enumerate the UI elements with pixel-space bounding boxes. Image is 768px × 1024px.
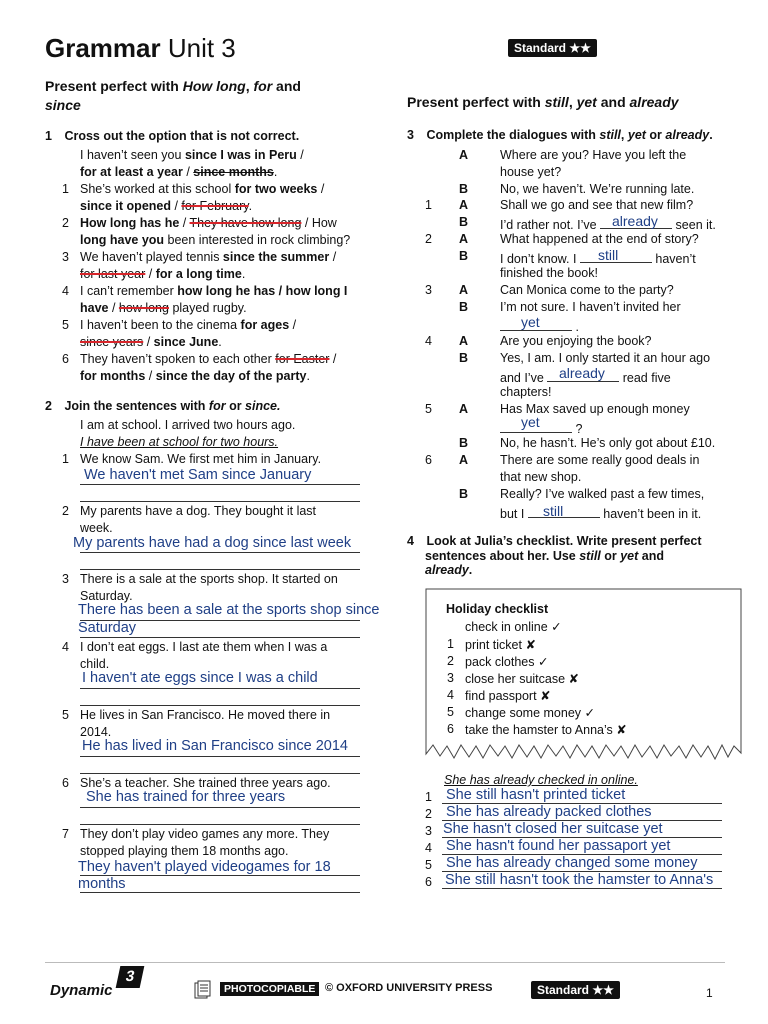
item-number: 5 <box>425 858 432 872</box>
dynamic-level-badge: 3 <box>116 966 145 988</box>
instruction-italic: still <box>579 548 601 563</box>
question-text: He lives in San Francisco. He moved there in <box>80 708 331 722</box>
footer-divider <box>45 962 725 963</box>
item-number: 1 <box>62 182 69 196</box>
instruction-text: Look at Julia’s checklist. Write present perfect <box>426 534 702 548</box>
exercise-4-example-answer: She has already checked in online. <box>444 773 638 787</box>
handwritten-answer[interactable]: I haven't ate eggs since I was a child <box>82 670 318 686</box>
dynamic-logo <box>50 966 150 1000</box>
speaker-a-label: A <box>459 148 469 162</box>
checklist-number: 5 <box>447 705 454 719</box>
item-number: 5 <box>425 402 432 416</box>
exercise-1-instruction <box>45 129 299 143</box>
crossed-option[interactable]: since years <box>80 335 144 349</box>
handwritten-answer[interactable]: months <box>78 876 126 892</box>
handwritten-answer[interactable]: She has already packed clothes <box>446 804 652 820</box>
item-number: 4 <box>425 841 432 855</box>
right-section-heading <box>407 94 679 110</box>
text: and I’ve <box>500 371 548 385</box>
item-number: 3 <box>425 283 432 297</box>
dialogue-line <box>500 215 716 232</box>
text: She’s worked at this school <box>80 182 235 196</box>
instruction-italic: yet <box>627 128 646 142</box>
dialogue-line: No, we haven’t. We’re running late. <box>500 182 695 196</box>
dialogue-line: Where are you? Have you left the <box>500 148 687 162</box>
text: read five <box>619 371 671 385</box>
handwritten-answer[interactable]: We haven't met Sam since January <box>84 467 312 483</box>
item-number: 2 <box>62 504 69 518</box>
text: been interested in rock climbing? <box>164 233 351 247</box>
instruction-italic: since. <box>245 399 281 413</box>
checklist-number: 6 <box>447 722 454 736</box>
checklist-number: 1 <box>447 637 454 651</box>
answer-line <box>80 705 360 706</box>
checklist-text: change some money <box>465 706 582 720</box>
exercise-number: 2 <box>45 399 52 413</box>
answer-line <box>80 637 360 638</box>
option: How long has he <box>80 216 180 230</box>
publisher-credit: © OXFORD UNIVERSITY PRESS <box>325 982 493 994</box>
answer-line <box>80 824 360 825</box>
item-number: 4 <box>425 334 432 348</box>
text: haven’t been in it. <box>599 507 702 521</box>
exercise-4-instruction <box>407 534 702 578</box>
cross-icon: ✘ <box>525 638 536 652</box>
speaker-b-label: B <box>459 249 469 263</box>
checklist-text: print ticket <box>465 638 522 652</box>
checklist-item <box>465 637 536 652</box>
speaker-b-label: B <box>459 436 469 450</box>
speaker-b-label: B <box>459 487 469 501</box>
answer-line <box>80 756 360 757</box>
item-number: 5 <box>62 318 69 332</box>
answer-line <box>80 875 360 876</box>
option: for two weeks <box>234 182 318 196</box>
instruction-text: Complete the dialogues with <box>426 128 600 142</box>
handwritten-answer[interactable]: She hasn't closed her suitcase yet <box>443 821 663 837</box>
text: I haven’t been to the cinema <box>80 318 241 332</box>
text: I’d rather not. I’ve <box>500 218 601 232</box>
handwritten-answer[interactable]: He has lived in San Francisco since 2014 <box>82 738 348 754</box>
dialogue-line: Shall we go and see that new film? <box>500 198 694 212</box>
handwritten-answer[interactable]: already <box>612 213 658 229</box>
heading-italic: still <box>544 94 569 110</box>
item-number: 3 <box>62 572 69 586</box>
checklist-example: check in online ✓ <box>465 620 562 634</box>
instruction-text: . <box>709 128 713 142</box>
instruction-italic: already <box>665 128 710 142</box>
cross-icon: ✘ <box>616 723 627 737</box>
text: / <box>317 182 325 196</box>
answer-line <box>80 501 360 502</box>
text: played rugby. <box>168 301 247 315</box>
exercise-3-instruction <box>407 128 713 142</box>
checklist-text: take the hamster to Anna’s <box>465 723 613 737</box>
left-section-heading <box>45 77 301 115</box>
text: haven’t <box>651 252 696 266</box>
exercise-number: 3 <box>407 128 414 142</box>
answer-line <box>80 807 360 808</box>
instruction-italic: already <box>425 563 469 577</box>
exercise-1-example <box>80 147 304 181</box>
question-text: stopped playing them 18 months ago. <box>80 844 289 858</box>
heading-italic: already <box>629 94 679 110</box>
text: / <box>179 216 190 230</box>
text: / <box>329 352 337 366</box>
dialogue-line: No, he hasn’t. He’s only got about £10. <box>500 436 716 450</box>
heading-text: and <box>272 78 301 94</box>
heading-italic: yet <box>576 94 597 110</box>
text: / How <box>301 216 337 230</box>
option: how long he has / how long I <box>177 284 348 298</box>
instruction-text: or <box>225 399 246 413</box>
item-number: 2 <box>62 216 69 230</box>
text: / <box>143 335 154 349</box>
text: / <box>171 199 182 213</box>
speaker-a-label: A <box>459 402 469 416</box>
instruction-text: , <box>620 128 628 142</box>
instruction-italic: for <box>208 399 226 413</box>
answer-line <box>80 620 360 621</box>
question-text: child. <box>80 657 110 671</box>
dialogue-line: Really? I’ve walked past a few times, <box>500 487 705 501</box>
text: / <box>329 250 337 264</box>
checklist-text: close her suitcase <box>465 672 566 686</box>
exercise-1-item <box>80 351 336 385</box>
question-text: Saturday. <box>80 589 133 603</box>
item-number: 1 <box>62 452 69 466</box>
item-number: 4 <box>62 284 69 298</box>
crossed-option[interactable]: for February <box>181 199 249 213</box>
checklist-item <box>465 705 595 720</box>
speaker-b-label: B <box>459 351 469 365</box>
dialogue-line: finished the book! <box>500 266 598 280</box>
instruction-text: or <box>645 128 666 142</box>
checklist-title: Holiday checklist <box>446 602 549 616</box>
text: seen it. <box>672 218 716 232</box>
text: . <box>306 369 310 383</box>
dialogue-line <box>500 419 582 436</box>
dialogue-line: What happened at the end of story? <box>500 232 699 246</box>
handwritten-answer[interactable]: She still hasn't took the hamster to Anna's <box>445 872 714 888</box>
text: . <box>273 165 278 179</box>
question-text: I don’t eat eggs. I last ate them when I was a <box>80 640 328 654</box>
footer-level-badge: Standard ★★ <box>531 981 620 999</box>
question-text: We know Sam. We first met him in January. <box>80 452 322 466</box>
exercise-1-item <box>80 317 296 351</box>
instruction-text: and <box>638 548 665 563</box>
text: We haven’t played tennis <box>80 250 223 264</box>
answer-line <box>80 569 360 570</box>
crossed-option[interactable]: how long <box>118 301 169 315</box>
text: / <box>145 267 156 281</box>
instruction-text: or <box>600 548 621 563</box>
page-title-bold: Grammar <box>45 33 161 63</box>
instruction-text: . <box>468 563 473 577</box>
dialogue-line: Can Monica come to the party? <box>500 283 674 297</box>
question-text: 2014. <box>80 725 112 739</box>
checklist-text: pack clothes <box>465 655 535 669</box>
exercise-1-item <box>80 215 350 249</box>
item-number: 3 <box>62 250 69 264</box>
handwritten-answer[interactable]: yet <box>521 414 540 430</box>
heading-italic: for <box>253 78 273 94</box>
answer-line <box>80 688 360 689</box>
dynamic-logo-text: Dynamic <box>50 982 113 999</box>
checklist-number: 2 <box>447 654 454 668</box>
checklist-item <box>465 654 548 669</box>
instruction-italic: still <box>599 128 621 142</box>
item-number: 1 <box>425 790 432 804</box>
exercise-2-example-answer: I have been at school for two hours. <box>80 435 279 449</box>
text: / <box>289 318 297 332</box>
dialogue-line: Are you enjoying the book? <box>500 334 652 348</box>
text: I don’t know. I <box>500 252 580 266</box>
handwritten-answer[interactable]: already <box>559 365 605 381</box>
heading-italic: How long <box>182 78 246 94</box>
text: / <box>145 369 156 383</box>
option: for months <box>80 369 146 383</box>
item-number: 1 <box>425 198 432 212</box>
option: since the day of the party <box>155 369 307 383</box>
crossed-option[interactable]: for Easter <box>275 352 330 366</box>
instruction-text: Join the sentences with <box>64 399 209 413</box>
checklist-item <box>465 688 551 703</box>
item-number: 2 <box>425 232 432 246</box>
checklist-text: find passport <box>465 689 537 703</box>
cross-icon: ✘ <box>540 689 551 703</box>
page-title <box>45 33 236 64</box>
question-text: My parents have a dog. They bought it last <box>80 504 317 518</box>
text: . <box>241 267 246 281</box>
question-text: week. <box>80 521 113 535</box>
question-text: She’s a teacher. She trained three years ago. <box>80 776 331 790</box>
cross-icon: ✘ <box>568 672 580 686</box>
heading-text: Present perfect with <box>45 78 183 94</box>
dialogue-line: Has Max saved up enough money <box>500 402 690 416</box>
exercise-number: 4 <box>407 534 414 548</box>
speaker-b-label: B <box>459 215 469 229</box>
dialogue-line: that new shop. <box>500 470 582 484</box>
answer-line <box>80 773 360 774</box>
answer-blank <box>528 504 600 518</box>
handwritten-answer[interactable]: She still hasn't printed ticket <box>446 787 626 803</box>
page-title-rest: Unit 3 <box>160 33 236 63</box>
text: They haven’t spoken to each other <box>80 352 276 366</box>
item-number: 6 <box>62 776 69 790</box>
handwritten-answer[interactable]: She has already changed some money <box>446 855 698 871</box>
check-icon: ✓ <box>537 655 549 669</box>
option: for ages <box>240 318 290 332</box>
text: but I <box>500 507 528 521</box>
dialogue-line: There are some really good deals in <box>500 453 700 467</box>
instruction-text: sentences about her. Use <box>425 548 580 563</box>
text: . <box>218 335 222 349</box>
speaker-b-label: B <box>459 300 469 314</box>
text: I can’t remember <box>80 284 178 298</box>
item-number: 7 <box>62 827 69 841</box>
checklist-number: 3 <box>447 671 454 685</box>
handwritten-answer[interactable]: She has trained for three years <box>86 789 286 805</box>
speaker-a-label: A <box>459 198 469 212</box>
dialogue-line: house yet? <box>500 165 562 179</box>
handwritten-answer[interactable]: still <box>598 247 619 263</box>
exercise-1-item <box>80 249 336 283</box>
option: since it opened <box>80 199 171 213</box>
handwritten-answer[interactable]: Saturday <box>78 620 137 636</box>
heading-text: and <box>596 94 630 110</box>
crossed-option[interactable]: for last year <box>80 267 146 281</box>
speaker-a-label: A <box>459 453 469 467</box>
item-number: 6 <box>425 875 432 889</box>
heading-text: , <box>568 94 577 110</box>
exercise-2-instruction <box>45 399 280 413</box>
handwritten-answer[interactable]: My parents have had a dog since last week <box>73 535 352 551</box>
exercise-1-item <box>80 283 347 317</box>
heading-text: Present perfect with <box>407 94 545 110</box>
item-number: 4 <box>62 640 69 654</box>
item-number: 5 <box>62 708 69 722</box>
crossed-option: since months <box>193 165 274 179</box>
text: . <box>575 320 579 334</box>
handwritten-answer[interactable]: yet <box>521 314 540 330</box>
handwritten-answer[interactable]: They haven't played videogames for 18 <box>78 859 331 875</box>
check-icon: ✓ <box>584 706 596 720</box>
option: since the summer <box>222 250 330 264</box>
level-badge: Standard ★★ <box>508 39 597 57</box>
instruction-italic: yet <box>620 548 639 563</box>
question-text: They don’t play video games any more. They <box>80 827 330 841</box>
answer-line <box>80 892 360 893</box>
checklist-number: 4 <box>447 688 454 702</box>
dialogue-line <box>500 504 701 521</box>
handwritten-answer[interactable]: still <box>543 503 564 519</box>
checklist-item <box>465 722 627 737</box>
dialogue-line: Yes, I am. I only started it an hour ago <box>500 351 711 365</box>
text: / <box>296 148 304 162</box>
option: since June <box>153 335 219 349</box>
checklist-item <box>465 671 579 686</box>
answer-line <box>80 484 360 485</box>
heading-text: , <box>245 78 254 94</box>
handwritten-answer[interactable]: She hasn't found her passaport yet <box>446 838 671 854</box>
text: . <box>248 199 253 213</box>
exercise-number: 1 <box>45 129 52 143</box>
text: / <box>182 165 194 179</box>
heading-italic: since <box>45 97 81 113</box>
question-text: There is a sale at the sports shop. It started on <box>80 572 338 586</box>
answer-line <box>442 888 722 889</box>
dialogue-line: I’m not sure. I haven’t invited her <box>500 300 681 314</box>
crossed-option[interactable]: They have how long <box>189 216 302 230</box>
handwritten-answer[interactable]: There has been a sale at the sports shop since <box>78 602 380 618</box>
exercise-2-example-question: I am at school. I arrived two hours ago. <box>80 418 296 432</box>
page-number: 1 <box>706 986 713 1000</box>
text: / <box>108 301 119 315</box>
speaker-b-label: B <box>459 182 469 196</box>
option: have <box>80 301 109 315</box>
exercise-1-item <box>80 181 324 215</box>
text: ? <box>575 422 583 436</box>
photocopy-icon <box>194 980 212 1000</box>
dialogue-line: chapters! <box>500 385 552 399</box>
option: for a long time <box>155 267 242 281</box>
correct-option: since I was in Peru <box>184 148 297 162</box>
answer-line <box>80 552 360 553</box>
item-number: 6 <box>62 352 69 366</box>
speaker-a-label: A <box>459 283 469 297</box>
option: long have you <box>80 233 165 247</box>
instruction-text: Cross out the option that is not correct. <box>64 129 300 143</box>
photocopiable-label: PHOTOCOPIABLE <box>220 982 319 996</box>
text: I haven’t seen you <box>80 148 185 162</box>
item-number: 2 <box>425 807 432 821</box>
speaker-a-label: A <box>459 334 469 348</box>
item-number: 6 <box>425 453 432 467</box>
item-number: 3 <box>425 824 432 838</box>
correct-option: for at least a year <box>80 165 183 179</box>
speaker-a-label: A <box>459 232 469 246</box>
